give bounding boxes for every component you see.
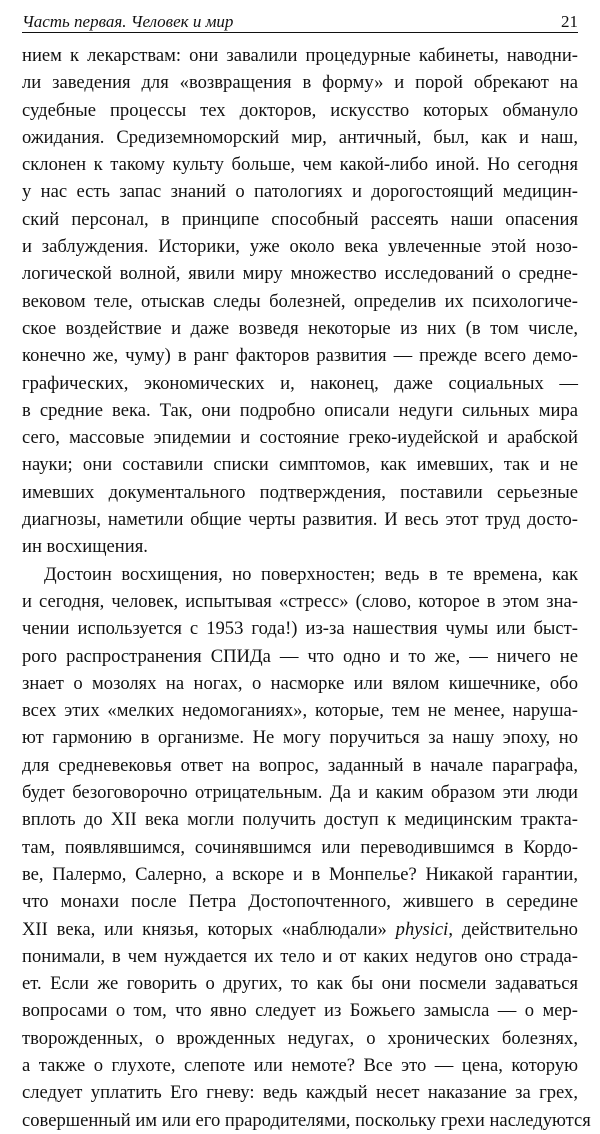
text-line: имевших документального подтверждения, поставили серьезные (22, 481, 578, 503)
text-line: понимали, в чем нуждается их тело и от каких недугов оно страда- (22, 945, 578, 967)
text-line: следует уплатить Его гневу: ведь каждый несет наказание за грех, (22, 1082, 578, 1104)
text-line: судебные процессы тех докторов, искусство которых обмануло (22, 99, 578, 121)
paragraph (22, 42, 578, 561)
text-line: что монахи после Петра Достопочтенного, жившего в середине (22, 891, 578, 913)
text-line: ский персонал, в принципе способный рассеять наши опасения (22, 208, 578, 230)
body-text (22, 42, 591, 1134)
text-line: вплоть до XII века могли получить доступ к медицинским тракта- (22, 809, 578, 831)
text-line: вопросами о том, что явно следует из Божьего замысла — о мер- (22, 1000, 578, 1022)
text-line: сего, массовые эпидемии и состояние греко-иудейской и арабской (22, 427, 578, 449)
italic-term: physici (395, 918, 449, 940)
text-segment: , действительно (448, 918, 578, 940)
text-line: ют гармонию в организме. Не могу поручиться за нашу эпоху, но (22, 727, 578, 749)
text-line: графических, экономических и, наконец, даже социальных — (22, 372, 578, 394)
text-line (22, 916, 578, 943)
text-line: и заблуждения. Историки, уже около века увлеченные этой нозо- (22, 236, 578, 258)
text-line: ское воздействие и даже возведя некоторые из них (в том числе, (22, 317, 578, 339)
text-line: для средневековья ответ на вопрос, заданный в начале параграфа, (22, 754, 578, 776)
text-line: нием к лекарствам: они завалили процедурные кабинеты, наводни- (22, 45, 578, 66)
text-line: склонен к такому культу больше, чем какой-либо иной. Но сегодня (22, 154, 578, 176)
text-line: Достоин восхищения, но поверхностен; ведь в те времена, как (44, 563, 578, 585)
text-line: диагнозы, наметили общие черты развития. И весь этот труд досто- (22, 509, 578, 531)
text-line: и сегодня, человек, испытывая «стресс» (слово, которое в этом зна- (22, 590, 578, 612)
page-number: 21 (561, 12, 578, 31)
running-title: Часть первая. Человек и мир (22, 12, 234, 31)
paragraph (22, 561, 591, 1134)
text-line: рого распространения СПИДа — что одно и то же, — ничего не (22, 645, 578, 667)
text-line: а также о глухоте, слепоте или немоте? Все это — цена, которую (22, 1054, 578, 1076)
text-line: ве, Палермо, Салерно, а вскоре и в Монпелье? Никакой гарантии, (22, 863, 578, 885)
text-line: в средние века. Так, они подробно описали недуги сильных мира (22, 399, 578, 421)
text-segment: XII века, или князья, которых «наблюдали» (22, 918, 396, 940)
text-line: логической волной, явили миру множество исследований о средне- (22, 263, 578, 285)
text-line: совершенный им или его прародителями, поскольку грехи наследуются (22, 1109, 591, 1131)
text-line: ин восхищения. (22, 536, 148, 558)
page-header (22, 6, 578, 33)
text-line: чении используется с 1953 года!) из-за нашествия чумы или быст- (22, 618, 578, 640)
text-line: у нас есть запас знаний о патологиях и дорогостоящий медицин- (22, 181, 578, 203)
text-line: знает о мозолях на ногах, о насморке или вялом кишечнике, обо (22, 672, 578, 694)
text-line: конечно же, чуму) в ранг факторов развития — прежде всего демо- (22, 345, 578, 367)
text-line: ли заведения для «возвращения в форму» и порой обрекают на (22, 72, 578, 94)
text-line: ожидания. Средиземноморский мир, античный, был, как и наш, (22, 126, 578, 148)
text-line: науки; они составили списки симптомов, как имевших, так и не (22, 454, 578, 476)
text-line: всех этих «мелких недомоганиях», которые, тем не менее, наруша- (22, 700, 578, 722)
text-line: там, появлявшимся, сочинявшимся или переводившимся в Кордо- (22, 836, 578, 858)
text-line: творожденных, о врожденных недугах, о хронических болезнях, (22, 1027, 578, 1049)
text-line: ет. Если же говорить о других, то как бы они посмели задаваться (22, 973, 578, 995)
text-line: вековом теле, отыскав следы болезней, определив их психологиче- (22, 290, 578, 312)
text-line: будет безоговорочно отрицательным. Да и каким образом эти люди (22, 782, 578, 804)
